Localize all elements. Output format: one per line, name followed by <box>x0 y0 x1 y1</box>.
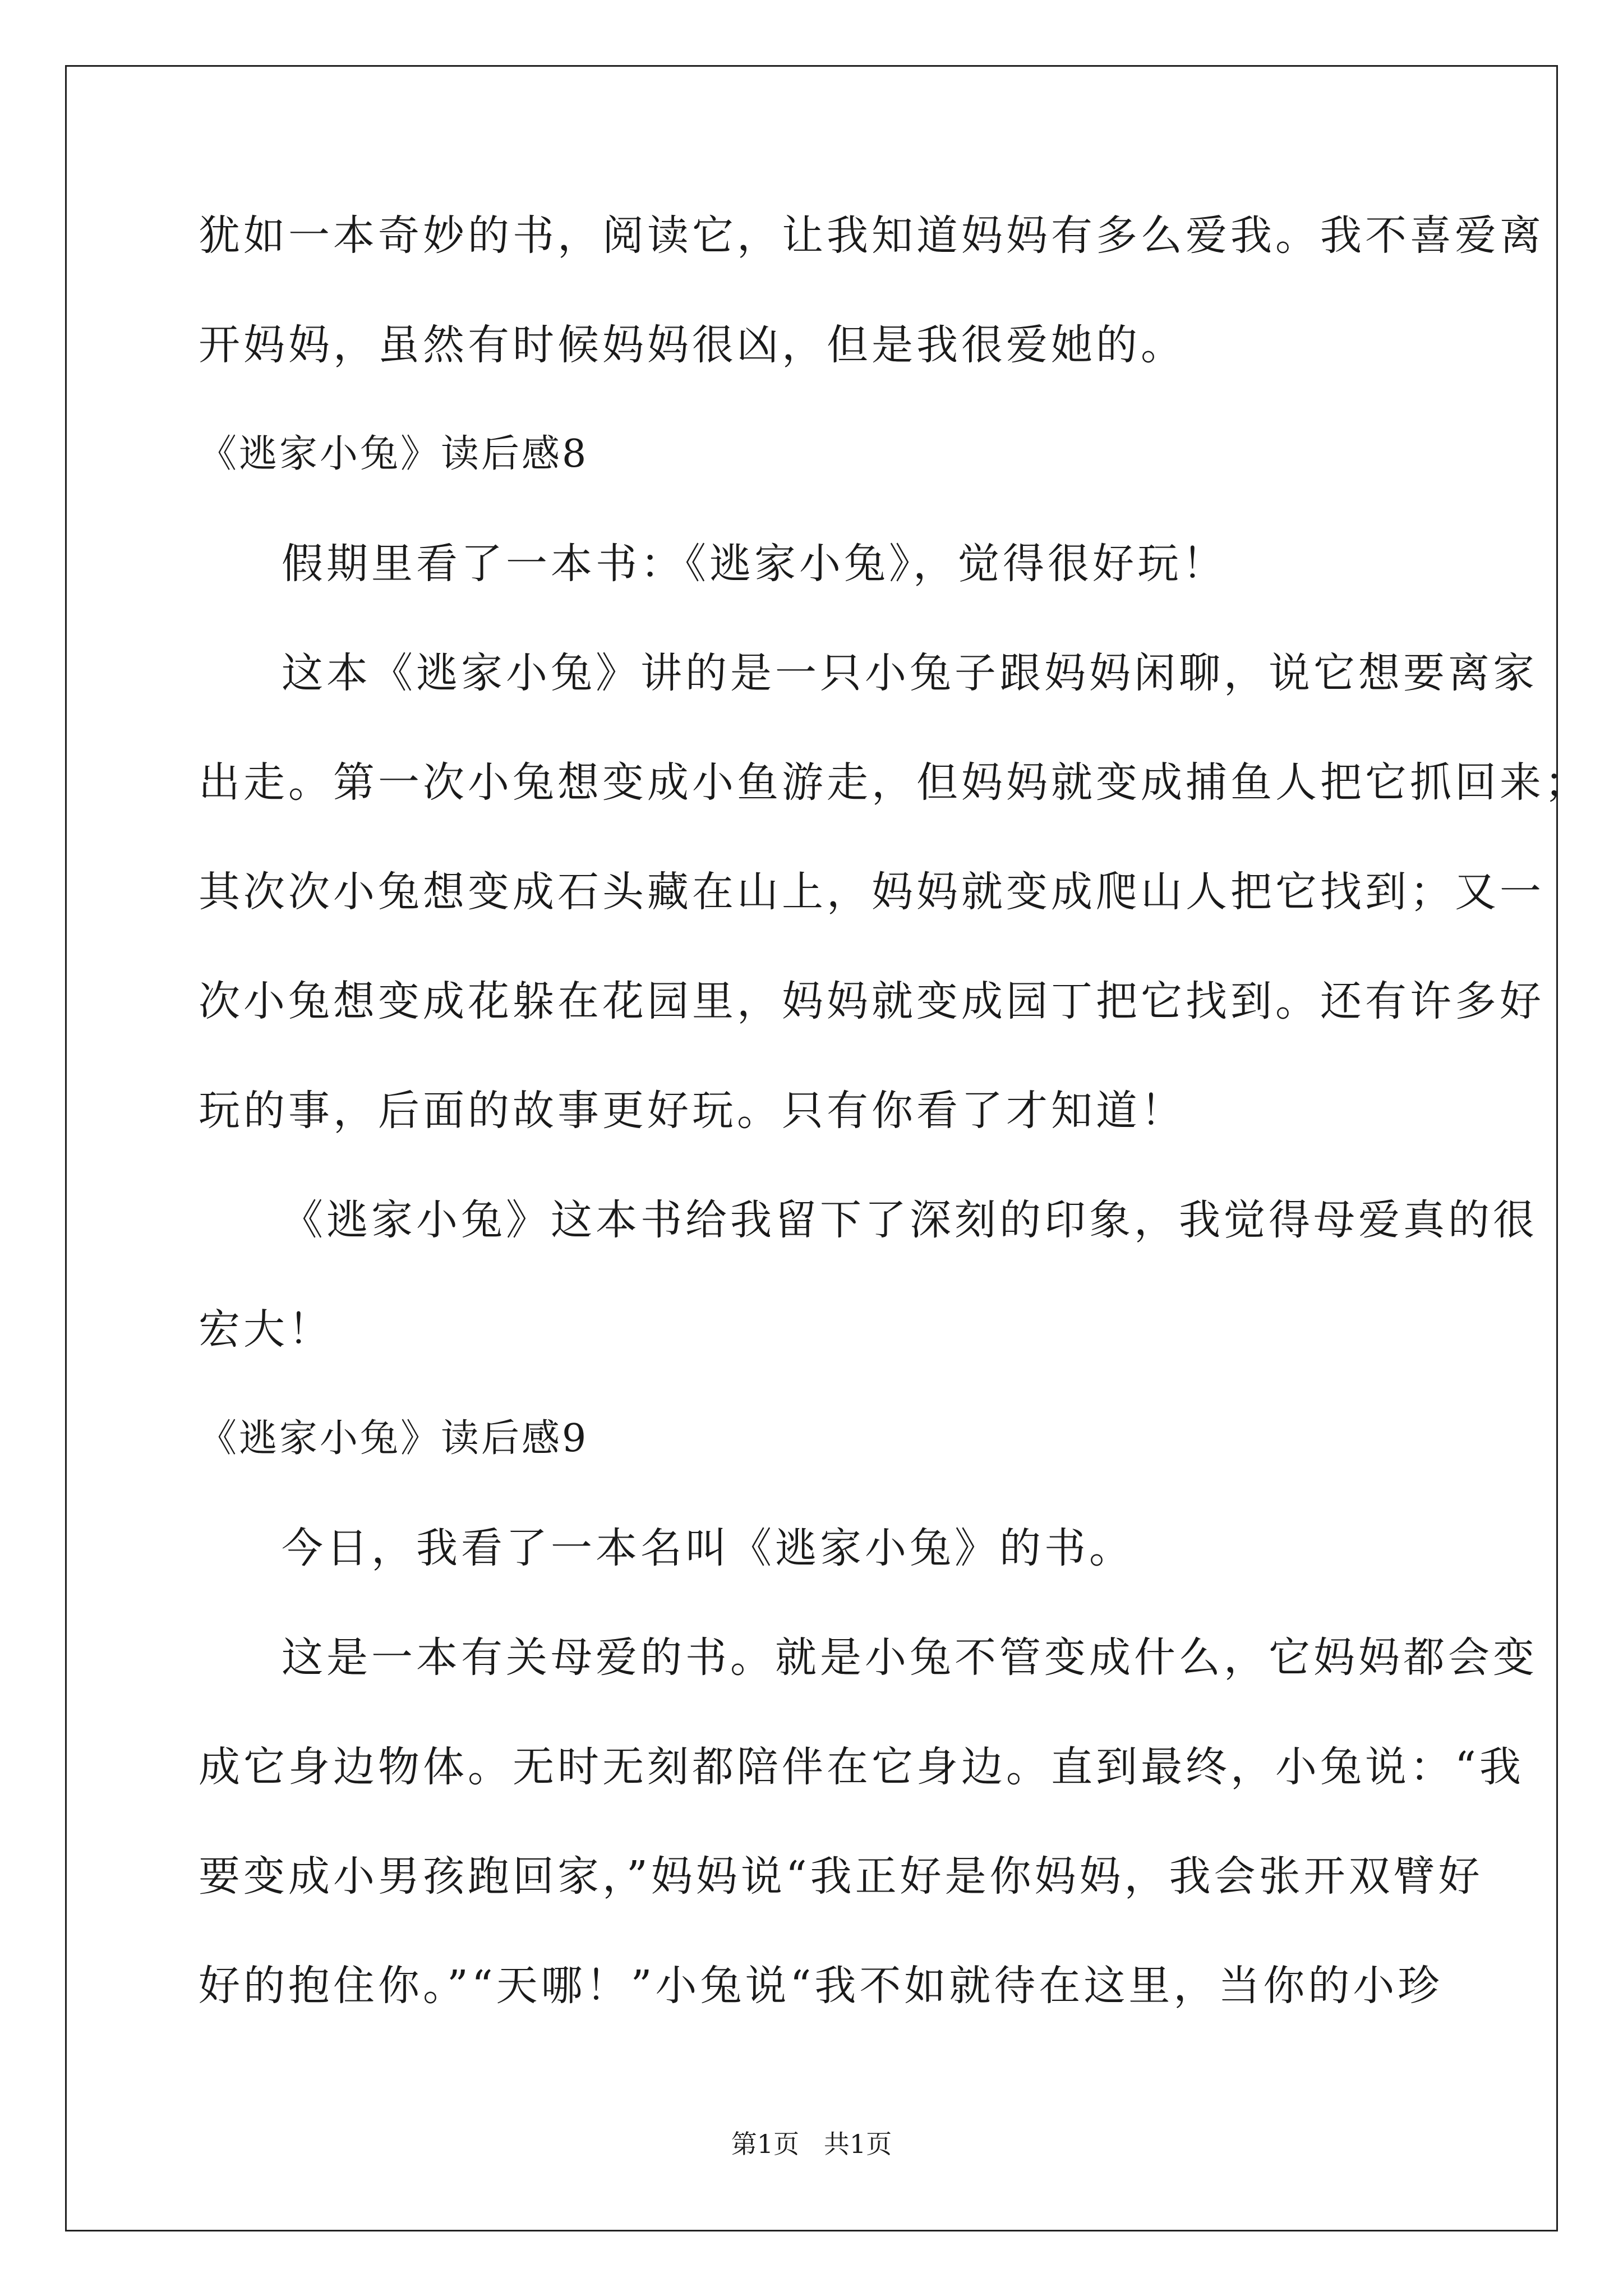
section-heading-8: 《逃家小兔》读后感8 <box>199 432 589 476</box>
section-heading-9: 《逃家小兔》读后感9 <box>199 1416 589 1461</box>
paragraph-line: 玩的事，后面的故事更好玩。只有你看了才知道！ <box>199 1087 1186 1135</box>
paragraph-line: 这是一本有关母爱的书。就是小兔不管变成什么，它妈妈都会变 <box>282 1634 1538 1682</box>
paragraph-line: 这本《逃家小兔》讲的是一只小兔子跟妈妈闲聊，说它想要离家 <box>282 649 1538 697</box>
paragraph-line: 好的抱住你。”“天哪！”小兔说“我不如就待在这里，当你的小珍 <box>199 1962 1443 2010</box>
paragraph-line: 次小兔想变成花躲在花园里，妈妈就变成园丁把它找到。还有许多好 <box>199 977 1544 1025</box>
paragraph-line: 假期里看了一本书：《逃家小兔》，觉得很好玩！ <box>282 540 1227 588</box>
paragraph-line: 要变成小男孩跑回家，”妈妈说“我正好是你妈妈，我会张开双臂好 <box>199 1852 1483 1901</box>
paragraph-line: 成它身边物体。无时无刻都陪伴在它身边。直到最终，小兔说：“我 <box>199 1743 1524 1791</box>
paragraph-line: 宏大！ <box>199 1305 333 1354</box>
paragraph-line: 《逃家小兔》这本书给我留下了深刻的印象，我觉得母爱真的很 <box>282 1196 1538 1244</box>
page-border <box>65 65 1558 2231</box>
paragraph-line: 开妈妈，虽然有时候妈妈很凶，但是我很爱她的。 <box>199 321 1186 369</box>
paragraph-line: 犹如一本奇妙的书，阅读它，让我知道妈妈有多么爱我。我不喜爱离 <box>199 211 1544 260</box>
paragraph-line: 其次次小兔想变成石头藏在山上，妈妈就变成爬山人把它找到；又一 <box>199 868 1544 916</box>
page-footer: 第1页 共1页 <box>731 2129 892 2159</box>
paragraph-line: 今日，我看了一本名叫《逃家小兔》的书。 <box>282 1524 1134 1572</box>
paragraph-line: 出走。第一次小兔想变成小鱼游走，但妈妈就变成捕鱼人把它抓回来； <box>199 758 1589 807</box>
